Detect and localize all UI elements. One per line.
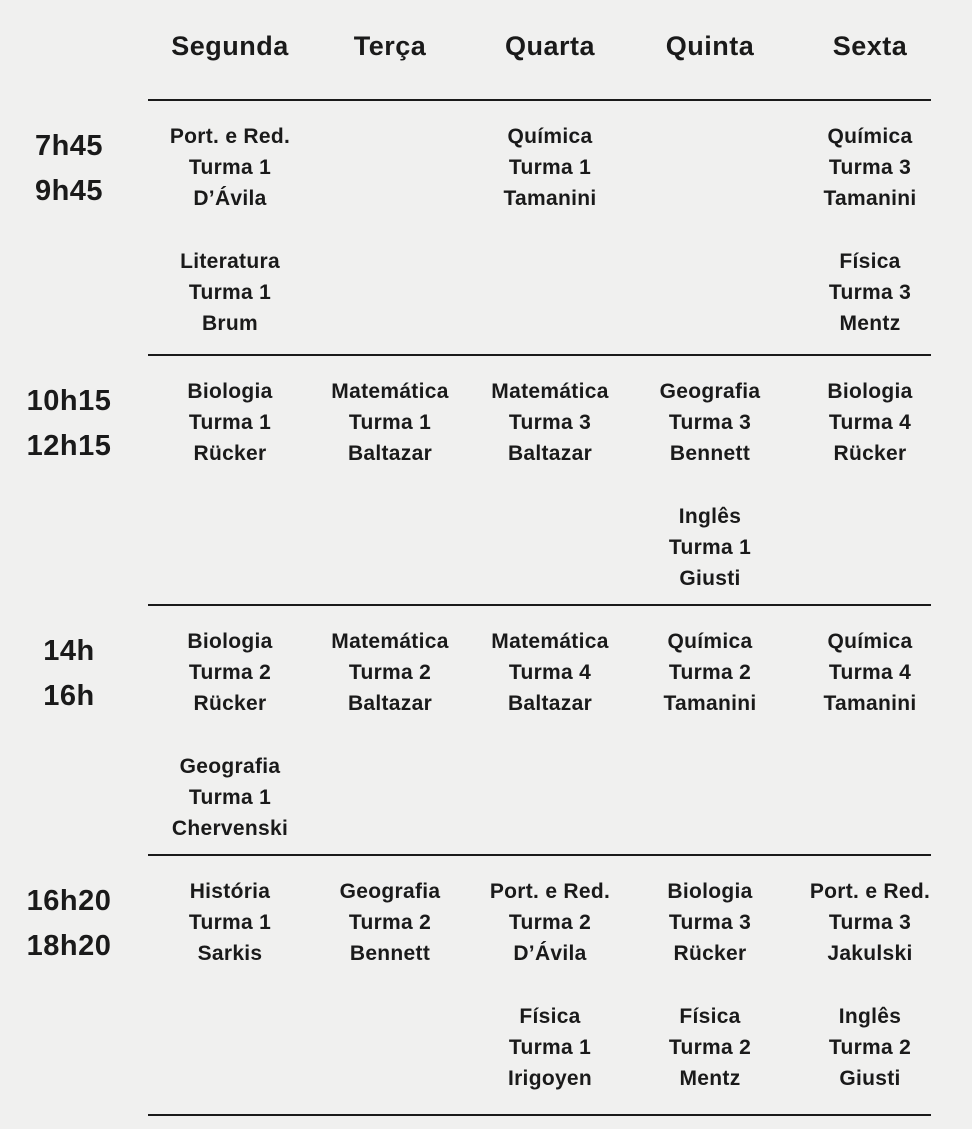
course-teacher: Bennett (349, 942, 431, 965)
cell-quinta (630, 355, 790, 626)
course-group: Turma 3 (668, 911, 752, 934)
day-header-sexta: Sexta (832, 31, 908, 61)
course-group: Turma 2 (668, 661, 752, 684)
course-subject: Física (839, 250, 901, 273)
course-entry (790, 246, 950, 371)
time-start: 7h45 (34, 130, 104, 162)
time-slot-label (0, 100, 150, 371)
time-slot-label (0, 355, 150, 626)
course-teacher: D’Ávila (513, 942, 587, 965)
course-group: Turma 1 (188, 281, 272, 304)
course-teacher: D’Ávila (193, 187, 267, 210)
time-end: 18h20 (26, 930, 112, 962)
course-group: Turma 1 (188, 156, 272, 179)
course-subject: Port. e Red. (169, 125, 291, 148)
course-subject: Química (827, 125, 913, 148)
course-group: Turma 2 (348, 911, 432, 934)
course-entry (470, 376, 630, 501)
course-subject: Inglês (838, 1005, 902, 1028)
course-teacher: Tamanini (503, 187, 597, 210)
cell-terca (310, 605, 470, 876)
course-teacher: Baltazar (507, 692, 593, 715)
course-entry (630, 876, 790, 1001)
course-subject: Port. e Red. (489, 880, 611, 903)
course-teacher: Sarkis (197, 942, 263, 965)
course-group: Turma 1 (508, 156, 592, 179)
cell-terca-empty (310, 100, 470, 371)
course-subject: Química (507, 125, 593, 148)
course-subject: Biologia (187, 630, 273, 653)
cell-segunda (150, 100, 310, 371)
course-teacher: Rücker (673, 942, 747, 965)
course-entry (310, 626, 470, 751)
day-header-quarta: Quarta (504, 31, 596, 61)
course-teacher: Baltazar (347, 442, 433, 465)
course-group: Turma 2 (828, 1036, 912, 1059)
course-subject: Biologia (667, 880, 753, 903)
course-teacher: Chervenski (171, 817, 289, 840)
course-entry (630, 376, 790, 501)
course-subject: Geografia (659, 380, 761, 403)
course-entry (310, 876, 470, 1001)
time-end: 12h15 (26, 430, 112, 462)
course-subject: Biologia (187, 380, 273, 403)
course-subject: Matemática (491, 380, 609, 403)
course-group: Turma 3 (828, 156, 912, 179)
slot-row-7h45 (0, 100, 950, 355)
course-group: Turma 4 (508, 661, 592, 684)
course-group: Turma 2 (508, 911, 592, 934)
course-entry (630, 1001, 790, 1126)
course-teacher: Rücker (833, 442, 907, 465)
cell-quinta (630, 855, 790, 1126)
course-teacher: Rücker (193, 442, 267, 465)
course-group: Turma 4 (828, 411, 912, 434)
course-subject: Matemática (491, 630, 609, 653)
course-teacher: Giusti (839, 1067, 901, 1090)
course-entry (470, 876, 630, 1001)
course-entry (630, 626, 790, 751)
course-entry (310, 376, 470, 501)
course-group: Turma 1 (348, 411, 432, 434)
course-subject: Matemática (331, 380, 449, 403)
slot-row-10h15 (0, 355, 950, 605)
time-start: 16h20 (26, 885, 112, 917)
slot-row-14h (0, 605, 950, 855)
cell-segunda (150, 605, 310, 876)
cell-sexta (790, 855, 950, 1126)
course-teacher: Giusti (679, 567, 741, 590)
time-start: 14h (43, 635, 95, 667)
course-entry (470, 626, 630, 751)
course-group: Turma 1 (188, 411, 272, 434)
course-teacher: Irigoyen (507, 1067, 593, 1090)
course-subject: Geografia (179, 755, 281, 778)
course-group: Turma 3 (828, 281, 912, 304)
cell-segunda (150, 855, 310, 1126)
course-entry (150, 876, 310, 1001)
course-group: Turma 3 (508, 411, 592, 434)
time-slot-label (0, 605, 150, 876)
time-slot-label (0, 855, 150, 1126)
day-header-quinta: Quinta (665, 31, 755, 61)
cell-segunda (150, 355, 310, 626)
cell-quarta (470, 355, 630, 626)
cell-sexta (790, 355, 950, 626)
course-subject: História (189, 880, 271, 903)
course-entry (150, 246, 310, 371)
course-entry (470, 121, 630, 246)
course-group: Turma 1 (188, 786, 272, 809)
course-subject: Inglês (678, 505, 742, 528)
cell-sexta (790, 605, 950, 876)
course-teacher: Tamanini (663, 692, 757, 715)
course-entry (150, 121, 310, 246)
course-subject: Química (667, 630, 753, 653)
course-teacher: Mentz (679, 1067, 741, 1090)
course-group: Turma 2 (188, 661, 272, 684)
course-subject: Física (519, 1005, 581, 1028)
cell-quarta (470, 855, 630, 1126)
course-group: Turma 2 (348, 661, 432, 684)
cell-quinta-empty (630, 100, 790, 371)
time-start: 10h15 (26, 385, 112, 417)
time-end: 16h (43, 680, 95, 712)
course-subject: Port. e Red. (809, 880, 931, 903)
cell-quarta (470, 100, 630, 371)
course-teacher: Baltazar (347, 692, 433, 715)
course-entry (790, 626, 950, 751)
course-entry (790, 876, 950, 1001)
course-subject: Literatura (180, 250, 280, 273)
course-entry (790, 376, 950, 501)
course-group: Turma 2 (668, 1036, 752, 1059)
cell-quarta (470, 605, 630, 876)
course-subject: Matemática (331, 630, 449, 653)
course-entry (150, 376, 310, 501)
day-header-terca: Terça (353, 31, 427, 61)
course-teacher: Tamanini (823, 692, 917, 715)
day-header-segunda: Segunda (171, 31, 289, 61)
cell-quinta (630, 605, 790, 876)
course-subject: Física (679, 1005, 741, 1028)
course-entry (150, 626, 310, 751)
course-teacher: Brum (201, 312, 259, 335)
course-teacher: Baltazar (507, 442, 593, 465)
course-group: Turma 4 (828, 661, 912, 684)
course-subject: Química (827, 630, 913, 653)
course-entry (790, 1001, 950, 1126)
time-end: 9h45 (34, 175, 104, 207)
cell-sexta (790, 100, 950, 371)
cell-terca (310, 355, 470, 626)
course-entry (790, 121, 950, 246)
slot-row-16h20 (0, 855, 950, 1115)
course-group: Turma 3 (668, 411, 752, 434)
course-teacher: Mentz (839, 312, 901, 335)
course-entry (470, 1001, 630, 1126)
cell-terca (310, 855, 470, 1126)
course-teacher: Tamanini (823, 187, 917, 210)
course-subject: Geografia (339, 880, 441, 903)
course-group: Turma 3 (828, 911, 912, 934)
course-group: Turma 1 (668, 536, 752, 559)
course-teacher: Jakulski (827, 942, 913, 965)
course-subject: Biologia (827, 380, 913, 403)
course-teacher: Bennett (669, 442, 751, 465)
course-group: Turma 1 (188, 911, 272, 934)
course-teacher: Rücker (193, 692, 267, 715)
weekday-header-row (150, 0, 950, 62)
course-group: Turma 1 (508, 1036, 592, 1059)
